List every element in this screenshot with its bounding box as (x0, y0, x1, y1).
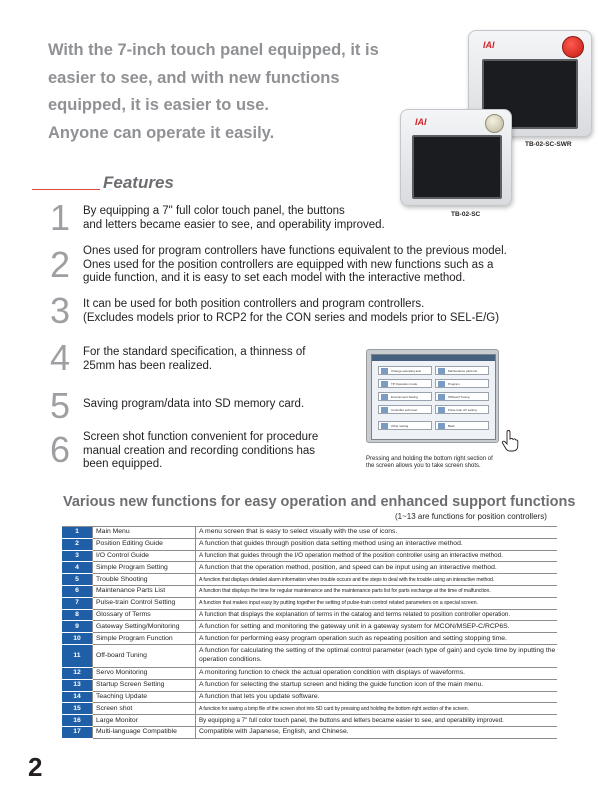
table-row (62, 562, 557, 574)
row-number: 13 (62, 679, 93, 691)
emergency-stop-icon (562, 36, 584, 58)
row-number: 12 (62, 667, 93, 679)
row-name: Screen shot (93, 703, 196, 715)
row-description: A menu screen that is easy to select visually with the use of icons. (196, 527, 558, 539)
row-number: 6 (62, 585, 93, 597)
feature-line: For the standard specification, a thinness of (83, 346, 306, 358)
table-row (62, 574, 557, 586)
row-number: 15 (62, 703, 93, 715)
row-description: A function that makes input easy by putting together the setting of pulse-train control related parameters on a special screen. (196, 597, 558, 609)
brand-logo: IAI (415, 117, 427, 127)
row-number: 17 (62, 726, 93, 738)
row-name: Multi-language Compatible (93, 726, 196, 738)
feature-line: Ones used for the position controllers are equipped with new functions such as a (83, 258, 494, 271)
feature-line: Screen shot function convenient for procedure (83, 431, 319, 443)
feature-line: guide function, and it is easy to set each model with the interactive method. (83, 272, 466, 284)
screenshot-title-bar (372, 355, 495, 361)
functions-table-title: Various new functions for easy operation and enhanced support functions (63, 494, 576, 510)
row-name: Glossary of Terms (93, 609, 196, 621)
menu-tile-icon (438, 407, 445, 413)
table-row (62, 644, 557, 667)
table-row (62, 621, 557, 633)
row-description: By equipping a 7" full color touch panel, the buttons and letters became easier to see, and operability improved. (196, 715, 558, 727)
feature-number: 3 (50, 290, 71, 331)
brand-logo: IAI (483, 40, 495, 50)
screenshot-screen (371, 354, 496, 440)
menu-tile (378, 405, 432, 414)
headline-line: With the 7-inch touch panel equipped, it is (48, 41, 379, 59)
row-number: 1 (62, 527, 93, 539)
menu-tile-icon (438, 368, 445, 374)
feature-text (83, 398, 304, 412)
menu-tile (378, 366, 432, 375)
feature-text (83, 298, 499, 325)
menu-tile-label: Environment Setting (391, 395, 419, 399)
row-number: 9 (62, 621, 93, 633)
feature-line: By equipping a 7" full color touch panel, the buttons (83, 205, 345, 217)
row-description: Compatible with Japanese, English, and Chinese. (196, 726, 558, 738)
menu-tile-label: Back (448, 424, 455, 428)
feature-line: Ones used for program controllers have functions equivalent to the previous model. (83, 245, 507, 257)
row-description: A function that lets you update software. (196, 691, 558, 703)
headline (48, 37, 448, 147)
features-rule (32, 189, 100, 190)
row-name: Off-board Tuning (93, 644, 196, 667)
menu-tile-label: Change operating axis (391, 369, 422, 373)
row-name: Pulse-train Control Setting (93, 597, 196, 609)
feature-line: It can be used for both position controllers and program controllers. (83, 298, 425, 310)
row-description: A function that guides through the I/O operation method of the position controller using an interactive method. (196, 550, 558, 562)
row-name: I/O Control Guide (93, 550, 196, 562)
device-screen (412, 135, 502, 199)
table-row (62, 703, 557, 715)
table-row (62, 527, 557, 539)
headline-line: Anyone can operate it easily. (48, 123, 275, 142)
row-description: A function that displays the time for regular maintenance and the maintenance parts list for parts exchange at the time of malfunction. (196, 585, 558, 597)
row-number: 3 (62, 550, 93, 562)
feature-text (83, 205, 385, 232)
table-row (62, 538, 557, 550)
feature-text (83, 245, 507, 286)
table-row (62, 550, 557, 562)
table-row (62, 633, 557, 645)
menu-tile (435, 421, 489, 430)
row-description: A monitoring function to check the actual operation condition with displays of waveforms. (196, 667, 558, 679)
row-name: Simple Program Setting (93, 562, 196, 574)
menu-tile-icon (381, 394, 388, 400)
menu-tile-label: Controller soft reset (391, 408, 418, 412)
menu-tile-icon (381, 423, 388, 429)
feature-line: manual creation and recording conditions has (83, 444, 316, 457)
enable-switch-icon (485, 114, 504, 133)
headline-line: easier to see, and with new functions (48, 68, 340, 87)
feature-line: and letters became easier to see, and operability improved. (83, 218, 385, 231)
menu-tile (435, 379, 489, 388)
row-number: 7 (62, 597, 93, 609)
row-description: A function that displays detailed alarm information when trouble occurs and the steps to deal with the trouble using an interactive method. (196, 574, 558, 586)
functions-table (62, 526, 557, 739)
menu-tile (378, 392, 432, 401)
feature-number: 4 (50, 337, 71, 378)
row-name: Servo Monitoring (93, 667, 196, 679)
row-description: A function for saving a bmp file of the screen shot into SD card by pressing and holding the bottom right section of the screen. (196, 703, 558, 715)
table-row (62, 585, 557, 597)
feature-line: (Excludes models prior to RCP2 for the CON series and models prior to SEL-E/G) (83, 311, 500, 324)
table-row (62, 609, 557, 621)
features-title: Features (103, 173, 174, 192)
menu-tile-icon (381, 368, 388, 374)
menu-tile (378, 379, 432, 388)
row-description: A function for selecting the startup screen and hiding the guide function icon of the main menu. (196, 679, 558, 691)
screenshot-caption (366, 456, 493, 470)
row-name: Teaching Update (93, 691, 196, 703)
row-number: 14 (62, 691, 93, 703)
row-number: 11 (62, 644, 93, 667)
table-row (62, 715, 557, 727)
row-number: 10 (62, 633, 93, 645)
table-row (62, 667, 557, 679)
feature-text (83, 431, 318, 472)
menu-tile-icon (438, 381, 445, 387)
row-name: Large Monitor (93, 715, 196, 727)
row-description: A function for performing easy program operation such as repeating position and setting stopping time. (196, 633, 558, 645)
row-name: Gateway Setting/Monitoring (93, 621, 196, 633)
menu-tile-label: TP Operation mode (391, 382, 418, 386)
feature-line: been equipped. (83, 458, 163, 470)
row-number: 8 (62, 609, 93, 621)
row-name: Trouble Shooting (93, 574, 196, 586)
row-number: 5 (62, 574, 93, 586)
menu-tile (435, 405, 489, 414)
menu-tile-icon (438, 423, 445, 429)
page-number: 2 (28, 752, 43, 782)
row-number: 2 (62, 538, 93, 550)
row-description: A function that the operation method, position, and speed can be input using an interactive method. (196, 562, 558, 574)
pointing-hand-icon (501, 430, 519, 452)
headline-line: equipped, it is easier to use. (48, 96, 269, 114)
menu-tile-icon (381, 407, 388, 413)
table-row (62, 691, 557, 703)
feature-text (83, 346, 305, 373)
feature-number: 6 (50, 429, 71, 470)
device-label: TB-02-SC (451, 211, 481, 218)
row-name: Main Menu (93, 527, 196, 539)
row-name: Startup Screen Setting (93, 679, 196, 691)
caption-line: the screen allows you to take screen shots. (366, 463, 481, 469)
main-menu-screenshot (366, 349, 499, 443)
menu-tile-label: Pulse train ctrl setting (448, 408, 477, 412)
menu-tile (435, 366, 489, 375)
feature-line: Saving program/data into SD memory card. (83, 398, 305, 410)
feature-number: 5 (50, 385, 71, 426)
feature-number: 2 (50, 244, 71, 285)
row-name: Maintenance Parts List (93, 585, 196, 597)
caption-line: Pressing and holding the bottom right section of (366, 456, 493, 462)
menu-tile-label: Program (448, 382, 460, 386)
row-number: 4 (62, 562, 93, 574)
menu-tile-label: Maintenance parts list (448, 369, 478, 373)
menu-tile-label: Offboard Tuning (448, 395, 470, 399)
menu-tile (378, 421, 432, 430)
menu-tile-icon (381, 381, 388, 387)
row-description: A function that guides through position data setting method using an interactive method. (196, 538, 558, 550)
table-row (62, 597, 557, 609)
feature-number: 1 (50, 197, 71, 238)
feature-line: 25mm has been realized. (83, 359, 213, 372)
row-name: Simple Program Function (93, 633, 196, 645)
teaching-pendant-image (400, 109, 512, 206)
row-number: 16 (62, 715, 93, 727)
functions-table-note: (1~13 are functions for position controllers) (395, 512, 547, 521)
table-row (62, 679, 557, 691)
row-name: Position Editing Guide (93, 538, 196, 550)
menu-tile (435, 392, 489, 401)
row-description: A function that displays the explanation of terms in the catalog and terms related to position controller operation. (196, 609, 558, 621)
menu-tile-label: Other setting (391, 424, 409, 428)
row-description: A function for calculating the setting of the optimal control parameter (each type of gain) and cycle time by inputting the operation conditions. (196, 644, 558, 667)
row-description: A function for setting and monitoring the gateway unit in a gateway system for MCON/MSEP-C/RCP6S. (196, 621, 558, 633)
table-row (62, 726, 557, 738)
menu-tile-icon (438, 394, 445, 400)
device-label-swr: TB-02-SC-SWR (525, 141, 572, 148)
